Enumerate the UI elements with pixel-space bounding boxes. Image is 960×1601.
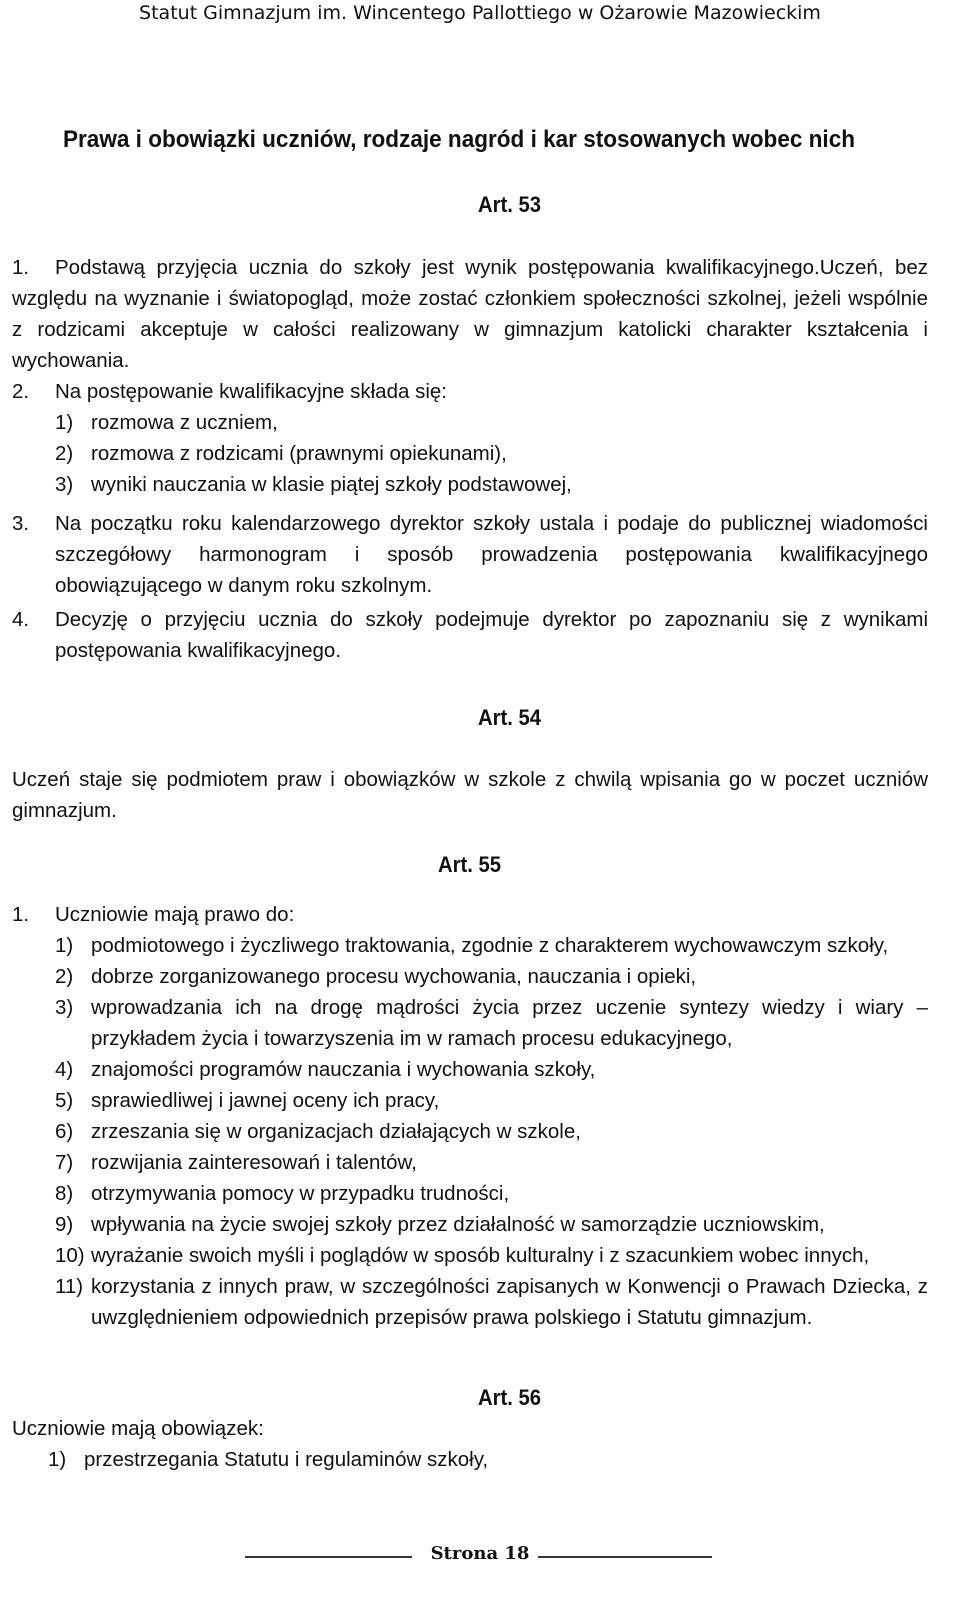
paragraph-1-first-line: [12, 252, 928, 283]
article-55-list: [12, 899, 928, 1333]
list-text: dobrze zorganizowanego procesu wychowania, nauczania i opieki,: [91, 965, 697, 988]
paragraph-number: 3.: [12, 512, 30, 535]
list-item: [12, 930, 928, 961]
article-53-paragraph-1: [12, 252, 928, 376]
list-number: 2): [55, 965, 74, 988]
paragraph-1-line-1: Podstawą przyjęcia ucznia do szkoły jest wynik postępowania kwalifikacyjnego.Uczeń, bez: [55, 256, 928, 279]
list-text: rozmowa z rodzicami (prawnymi opiekunami),: [91, 442, 507, 465]
list-number: 1): [55, 411, 74, 434]
list-number: 7): [55, 1151, 74, 1174]
list-text: zrzeszania się w organizacjach działających w szkole,: [91, 1120, 581, 1143]
paragraph-3-text: Na początku roku kalendarzowego dyrektor szkoły ustala i podaje do publicznej wiadomości szczegółowy harmonogram i sposób prowadzenia postępowania kwalifikacyjnego obowiązującego w danym roku szkolnym.: [55, 512, 928, 597]
paragraph-number: 1.: [12, 903, 30, 926]
paragraph-2-text: Na postępowanie kwalifikacyjne składa się:: [55, 380, 447, 403]
list-item: [12, 961, 928, 992]
list-text: otrzymywania pomocy w przypadku trudności,: [91, 1182, 510, 1205]
list-number: 3): [55, 473, 74, 496]
list-number: 2): [55, 442, 74, 465]
list-text: przestrzegania Statutu i regulaminów szkoły,: [84, 1448, 489, 1471]
article-55-title: Art. 55: [438, 852, 502, 877]
paragraph-1-text: Uczniowie mają prawo do:: [55, 903, 295, 926]
article-53-paragraph-2: [12, 376, 928, 500]
paragraph-3-line: [12, 508, 928, 601]
list-text: wyrażanie swoich myśli i poglądów w sposób kulturalny i z szacunkiem wobec innych,: [91, 1244, 870, 1267]
section-heading: Prawa i obowiązki uczniów, rodzaje nagród i kar stosowanych wobec nich: [63, 126, 856, 153]
list-text: korzystania z innych praw, w szczególności zapisanych w Konwencji o Prawach Dziecka, z uwzględnieniem odpowiednich przepisów prawa polskiego i Statutu gimnazjum.: [91, 1275, 928, 1329]
list-number: 1): [48, 1448, 67, 1471]
list-item: [12, 1054, 928, 1085]
list-text: podmiotowego i życzliwego traktowania, zgodnie z charakterem wychowawczym szkoły,: [91, 934, 889, 957]
list-item: [12, 1240, 928, 1271]
article-56-list: [12, 1413, 928, 1475]
list-item: [12, 407, 928, 438]
list-item: [12, 1271, 928, 1333]
list-item: [12, 1209, 928, 1240]
list-number: 4): [55, 1058, 74, 1081]
list-number: 10): [55, 1244, 85, 1267]
list-number: 8): [55, 1182, 74, 1205]
list-item: [12, 1116, 928, 1147]
list-text: znajomości programów nauczania i wychowania szkoły,: [91, 1058, 596, 1081]
article-53-paragraph-3: [12, 508, 928, 601]
list-item: [12, 992, 928, 1054]
list-item: [12, 438, 928, 469]
list-item: [12, 1147, 928, 1178]
list-text: wyniki nauczania w klasie piątej szkoły podstawowej,: [91, 473, 572, 496]
list-number: 1): [55, 934, 74, 957]
list-item: [12, 1444, 928, 1475]
list-text: rozwijania zainteresowań i talentów,: [91, 1151, 417, 1174]
list-text: wprowadzania ich na drogę mądrości życia przez uczenie syntezy wiedzy i wiary – przykładem życia i towarzyszenia im w ramach procesu edukacyjnego,: [91, 996, 928, 1050]
list-text: wpływania na życie swojej szkoły przez działalność w samorządzie uczniowskim,: [91, 1213, 825, 1236]
page-number: Strona 18: [430, 1543, 530, 1564]
page-header: Statut Gimnazjum im. Wincentego Pallottiego w Ożarowie Mazowieckim: [139, 2, 821, 24]
paragraph-4-line: [12, 604, 928, 666]
paragraph-4-text: Decyzję o przyjęciu ucznia do szkoły podejmuje dyrektor po zapoznaniu się z wynikami postępowania kwalifikacyjnego.: [55, 608, 928, 662]
article-56-title: Art. 56: [478, 1385, 542, 1410]
list-number: 9): [55, 1213, 74, 1236]
paragraph-2-line: [12, 376, 928, 407]
list-text: rozmowa z uczniem,: [91, 411, 278, 434]
paragraph-number: 2.: [12, 380, 30, 403]
article-54-title: Art. 54: [478, 705, 542, 730]
list-text: sprawiedliwej i jawnej oceny ich pracy,: [91, 1089, 440, 1112]
paragraph-number: 1.: [12, 256, 30, 279]
list-item: [12, 469, 928, 500]
list-number: 6): [55, 1120, 74, 1143]
article-53-title: Art. 53: [478, 192, 542, 217]
paragraph-1-continuation: względu na wyznanie i światopogląd, może zostać członkiem społeczności szkolnej, jeżeli wspólnie z rodzicami akceptuje w całości realizowany w gimnazjum katolicki charakter kształcenia i wychowania.: [12, 287, 928, 372]
list-number: 11): [55, 1275, 84, 1298]
paragraph-1-line: [12, 899, 928, 930]
list-item: [12, 1085, 928, 1116]
article-54-text: Uczeń staje się podmiotem praw i obowiązków w szkole z chwilą wpisania go w poczet uczniów gimnazjum.: [12, 768, 928, 822]
paragraph-number: 4.: [12, 608, 30, 631]
list-item: [12, 1178, 928, 1209]
list-number: 5): [55, 1089, 74, 1112]
article-53-paragraph-4: [12, 604, 928, 666]
list-number: 3): [55, 996, 74, 1019]
article-56-intro: Uczniowie mają obowiązek:: [12, 1417, 264, 1440]
